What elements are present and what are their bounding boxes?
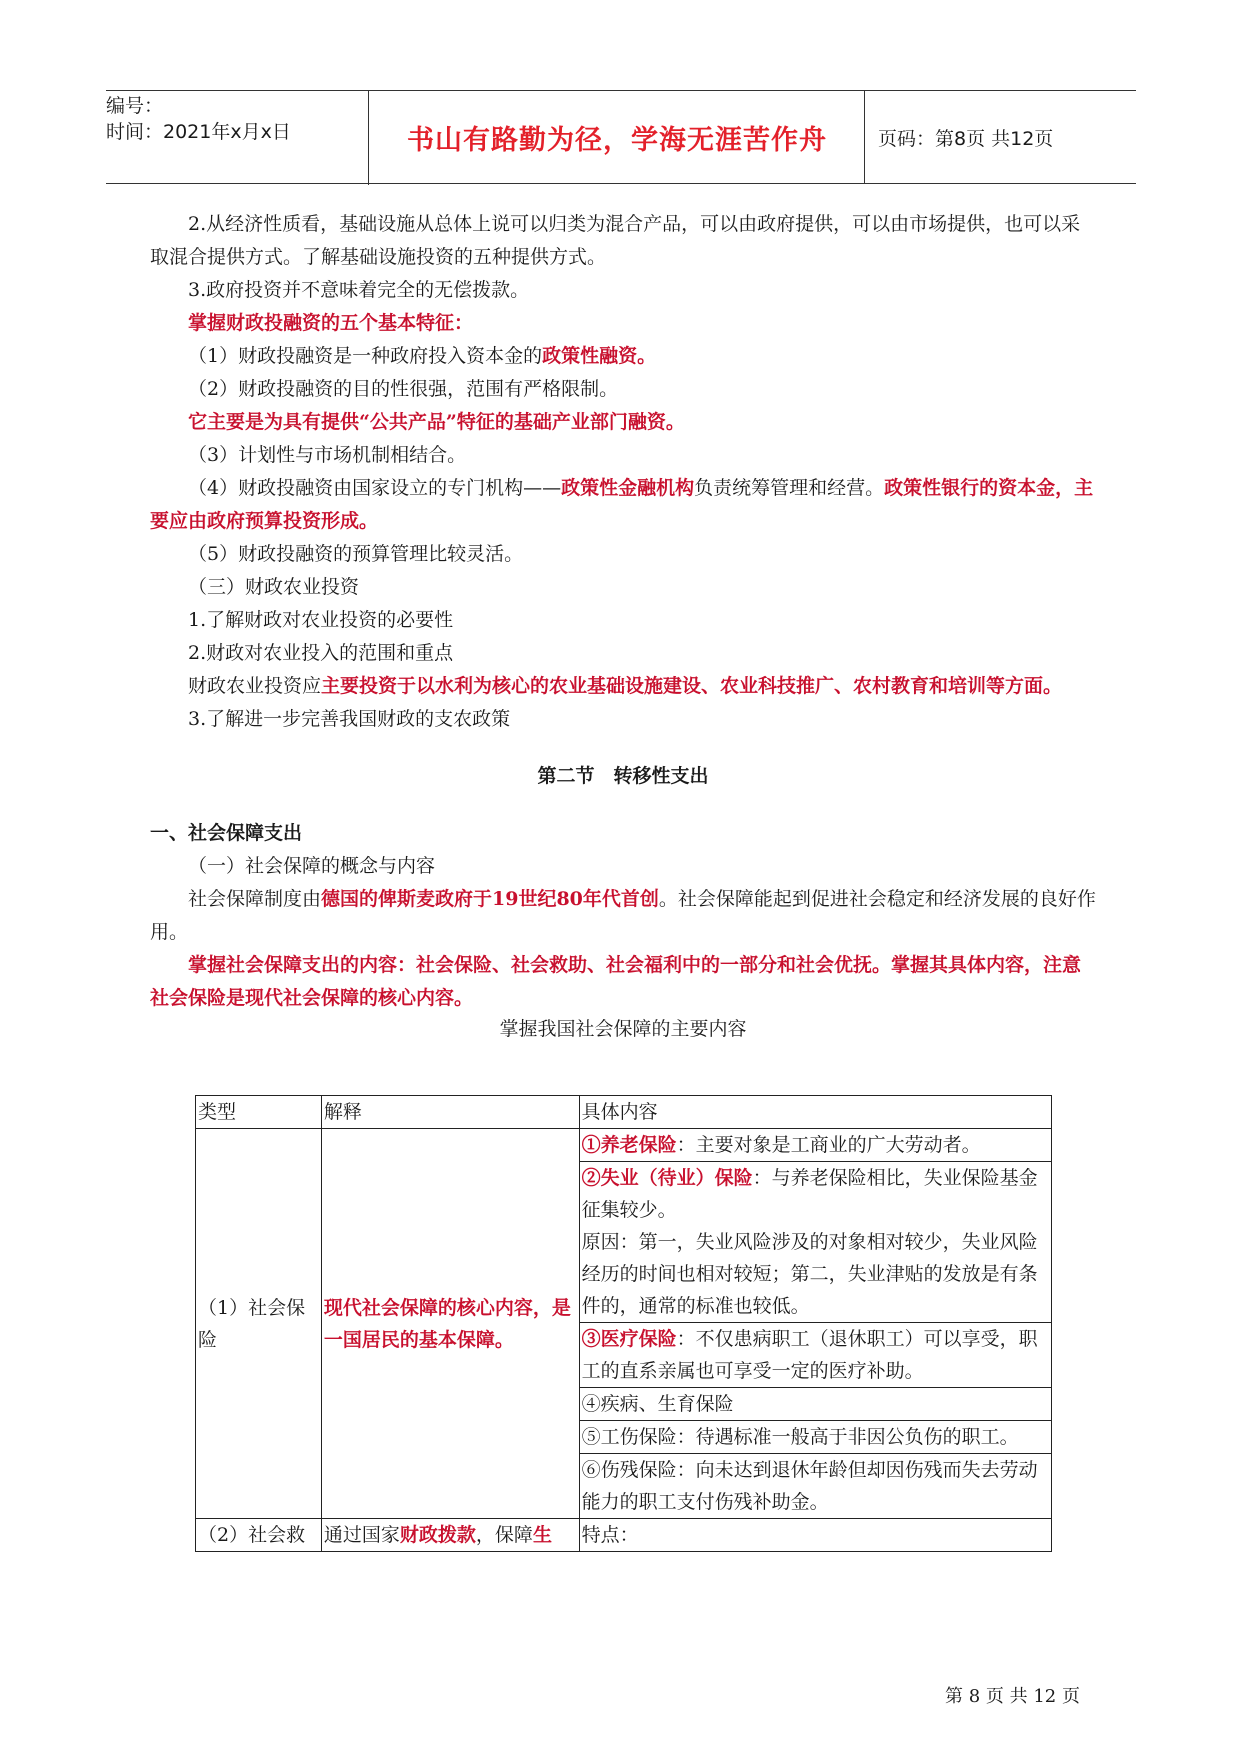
paragraph: （5）财政投融资的预算管理比较灵活。 — [188, 543, 524, 565]
type-cell: （1）社会保险 — [196, 1129, 322, 1519]
header-meta — [106, 91, 369, 185]
content-cell: 特点： — [579, 1519, 1051, 1552]
content-item: ⑤工伤保险：待遇标准一般高于非因公负伤的职工。 — [580, 1421, 1051, 1454]
document-body — [150, 208, 1096, 1043]
content-item: ②失业（待业）保险：与养老保险相比，失业保险基金征集较少。 原因：第一，失业风险涉及的对象相对较少，失业风险经历的时间也相对较短；第二，失业津贴的发放是有条件的，通常的标准也较低。 — [580, 1162, 1051, 1323]
content-item: ③医疗保险：不仅患病职工（退休职工）可以享受，职工的直系亲属也可享受一定的医疗补助。 — [580, 1323, 1051, 1388]
highlight-paragraph: 掌握社会保障支出的内容：社会保险、社会救助、社会福利中的一部分和社会优抚。掌握其具体内容，注意社会保险是现代社会保障的核心内容。 — [150, 954, 1082, 1009]
table-header-cell: 解释 — [321, 1096, 579, 1129]
table-caption: 掌握我国社会保障的主要内容 — [499, 1018, 747, 1040]
content-item: ①养老保险：主要对象是工商业的广大劳动者。 — [580, 1129, 1051, 1162]
paragraph: 3.政府投资并不意味着完全的无偿拨款。 — [188, 279, 530, 301]
number-label: 编号： — [106, 95, 164, 117]
time-label: 时间：2021年x月x日 — [106, 121, 291, 143]
header-motto: 书山有路勤为径，学海无涯苦作舟 — [370, 91, 865, 183]
section-title: 第二节 转移性支出 — [537, 765, 709, 787]
table-header-cell: 类型 — [196, 1096, 322, 1129]
paragraph: 1.了解财政对农业投资的必要性 — [188, 609, 454, 631]
highlight-paragraph: 掌握财政投融资的五个基本特征： — [188, 312, 474, 334]
paragraph: 3.了解进一步完善我国财政的支农政策 — [188, 708, 511, 730]
paragraph: （1）财政投融资是一种政府投入资本金的政策性融资。 — [188, 345, 657, 367]
table-row — [196, 1129, 1052, 1519]
paragraph: （一）社会保障的概念与内容 — [188, 855, 436, 877]
content-item: ④疾病、生育保险 — [580, 1388, 1051, 1421]
explain-cell: 现代社会保障的核心内容，是一国居民的基本保障。 — [321, 1129, 579, 1519]
type-cell: （2）社会救 — [196, 1519, 322, 1552]
paragraph: 社会保障制度由德国的俾斯麦政府于19世纪80年代首创。社会保障能起到促进社会稳定和经济发展的良好作用。 — [150, 888, 1096, 943]
paragraph: 2.财政对农业投入的范围和重点 — [188, 642, 454, 664]
page-header — [106, 90, 1136, 184]
page-footer: 第 8 页 共 12 页 — [945, 1686, 1080, 1707]
content-cell — [579, 1129, 1051, 1519]
paragraph: （4）财政投融资由国家设立的专门机构——政策性金融机构负责统筹管理和经营。政策性银行的资本金，主要应由政府预算投资形成。 — [150, 477, 1094, 532]
paragraph: （2）财政投融资的目的性很强，范围有严格限制。 — [188, 378, 619, 400]
paragraph: （3）计划性与市场机制相结合。 — [188, 444, 467, 466]
table-header-cell: 具体内容 — [579, 1096, 1051, 1129]
table-header-row — [196, 1096, 1052, 1129]
highlight-paragraph: 它主要是为具有提供“公共产品”特征的基础产业部门融资。 — [188, 411, 685, 433]
paragraph: （三）财政农业投资 — [188, 576, 360, 598]
table-row — [196, 1519, 1052, 1552]
heading: 一、社会保障支出 — [150, 822, 303, 844]
header-page-label: 页码：第8页 共12页 — [878, 127, 1054, 150]
paragraph: 财政农业投资应主要投资于以水利为核心的农业基础设施建设、农业科技推广、农村教育和培训等方面。 — [188, 675, 1063, 697]
explain-cell: 通过国家财政拨款，保障生 — [321, 1519, 579, 1552]
content-item: ⑥伤残保险：向未达到退休年龄但却因伤残而失去劳动能力的职工支付伤残补助金。 — [581, 1459, 1038, 1513]
paragraph: 2.从经济性质看，基础设施从总体上说可以归类为混合产品，可以由政府提供，可以由市场提供，也可以采取混合提供方式。了解基础设施投资的五种提供方式。 — [150, 213, 1081, 268]
social-security-table — [195, 1095, 1052, 1552]
